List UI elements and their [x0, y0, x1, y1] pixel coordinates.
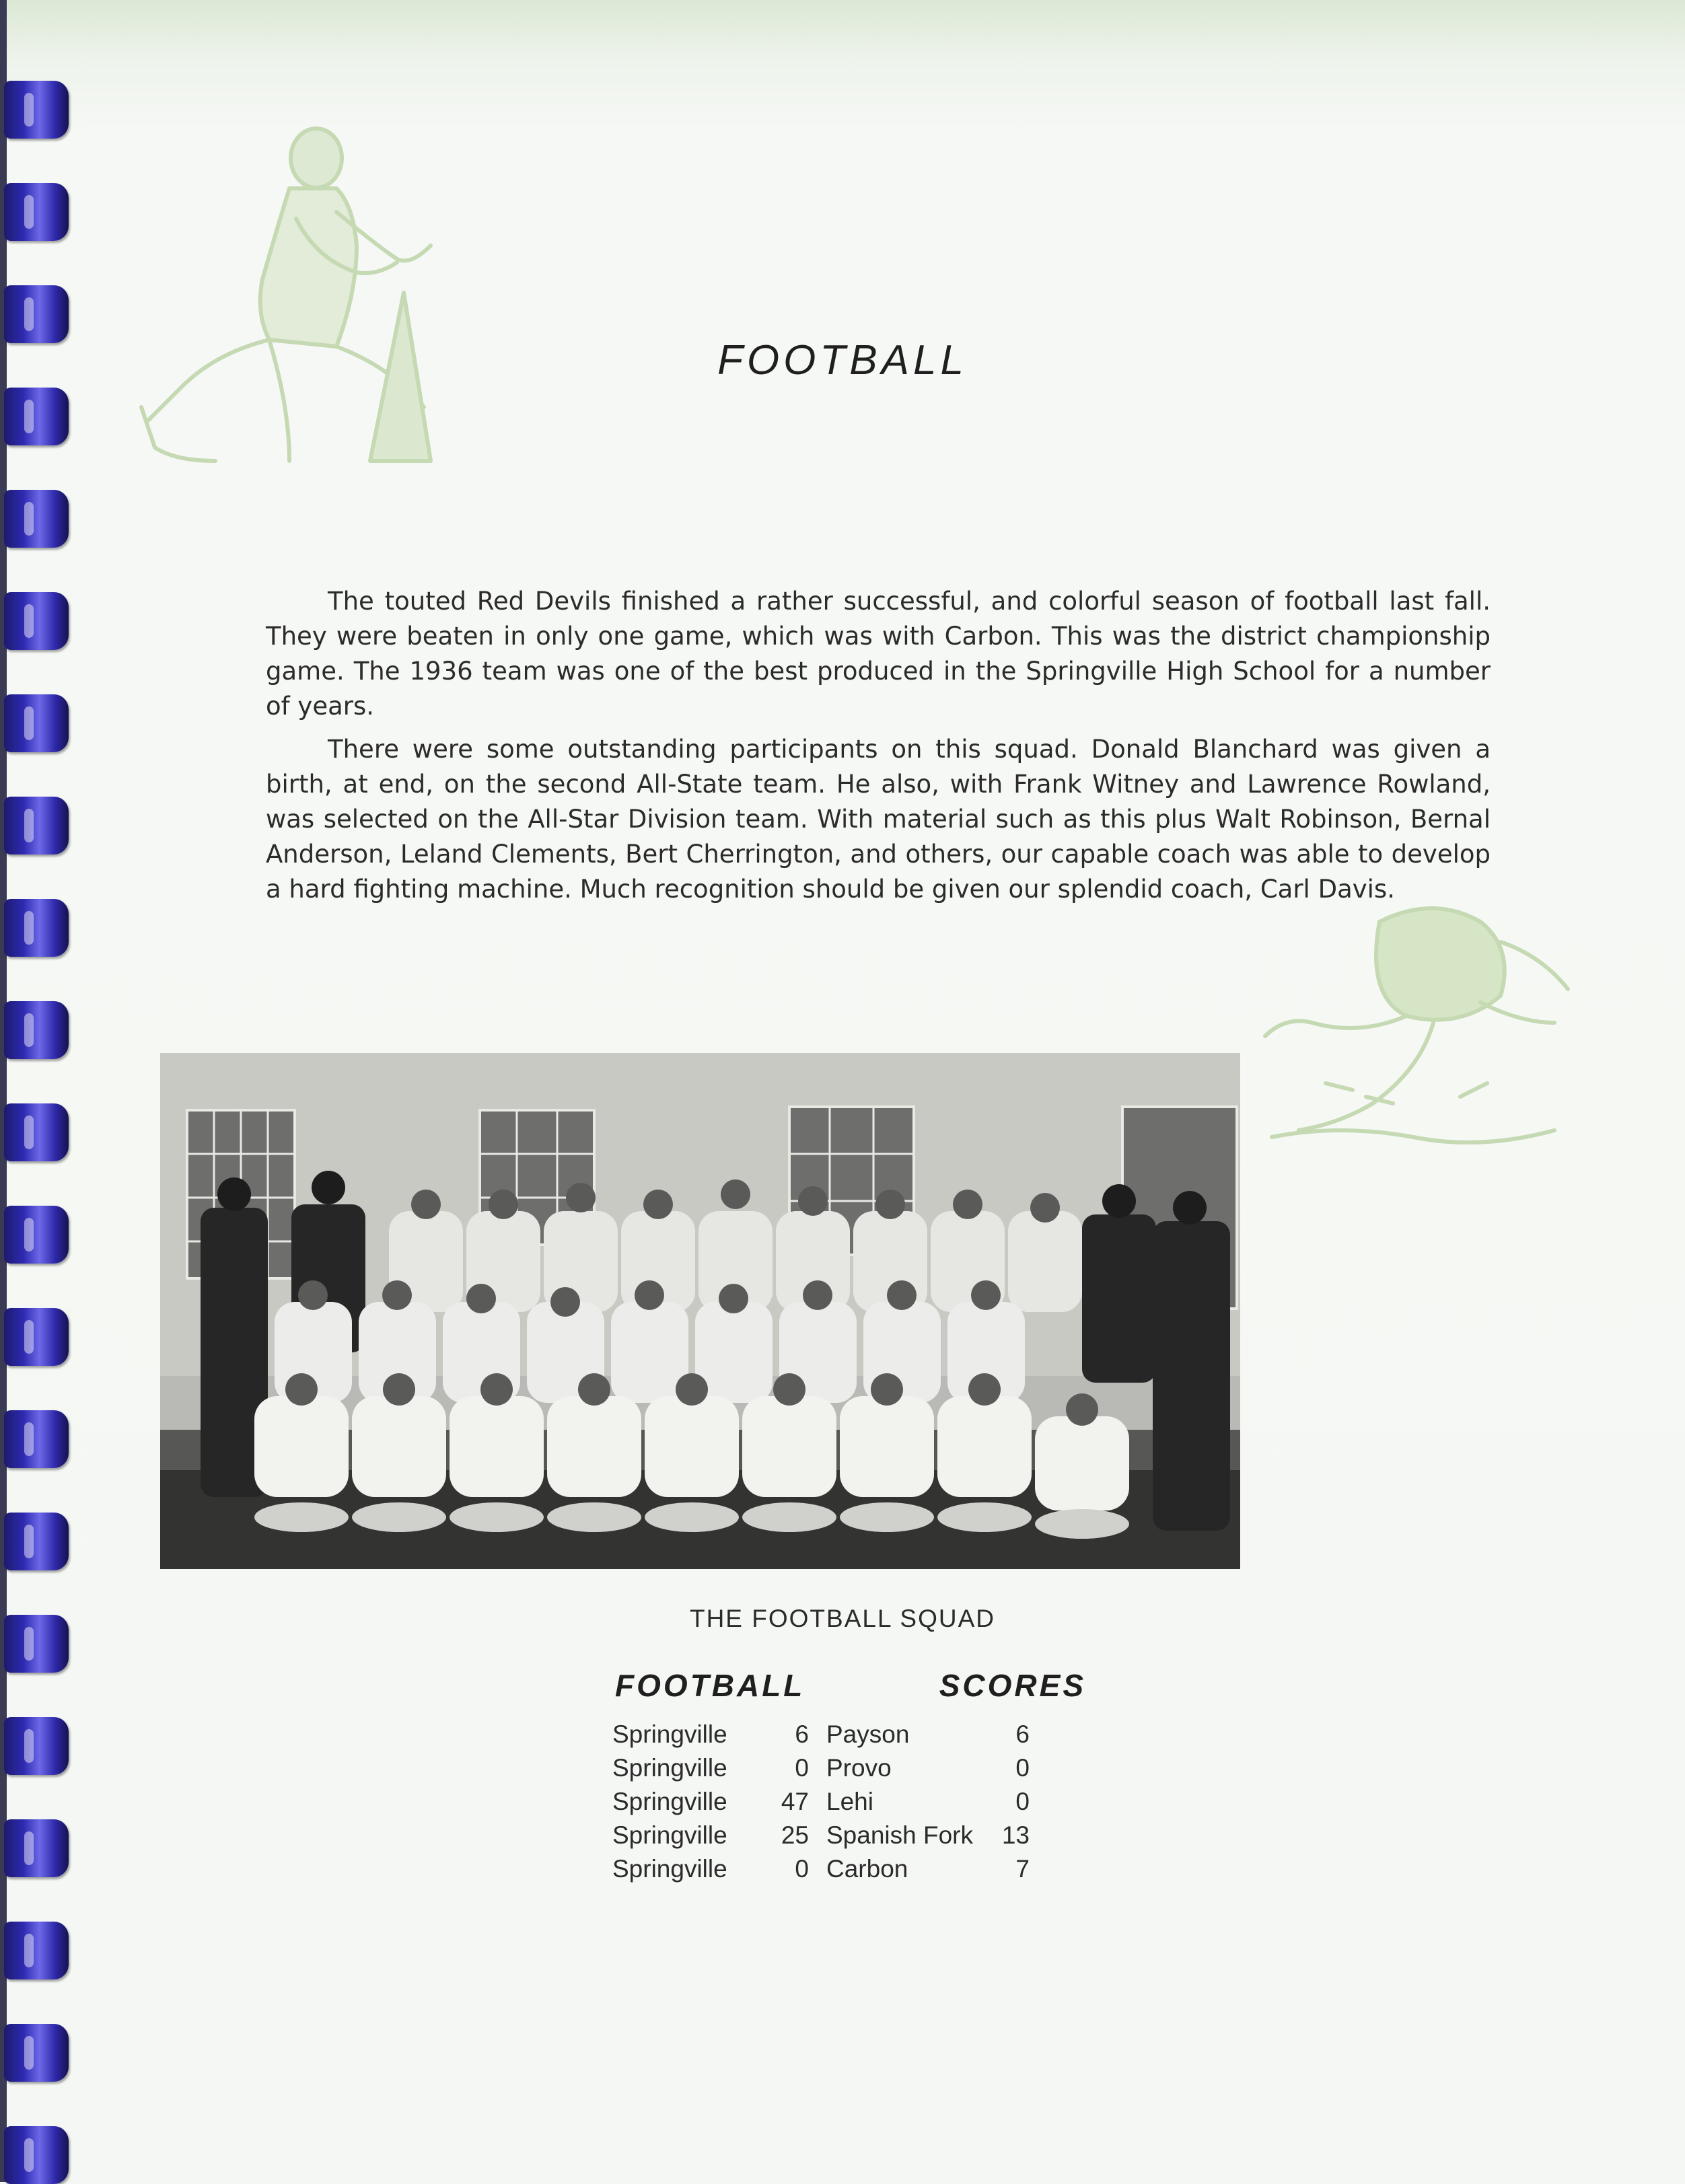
binding-coil: [4, 1308, 69, 1366]
spiral-binding: [0, 0, 81, 2182]
binding-coil: [4, 1001, 69, 1059]
scores-heading-right: SCORES: [939, 1668, 1086, 1703]
binding-coil: [4, 2024, 69, 2082]
binding-coil: [4, 285, 69, 343]
opponent-team: Payson: [826, 1720, 910, 1748]
opponent-team: Lehi: [826, 1788, 873, 1815]
home-team: Springville: [612, 1720, 727, 1748]
opponent-score: 6: [1015, 1720, 1030, 1748]
binding-coil: [4, 183, 69, 241]
home-score: 0: [795, 1754, 809, 1782]
home-score: 6: [795, 1720, 809, 1748]
home-score: 25: [781, 1821, 809, 1849]
photo-caption: THE FOOTBALL SQUAD: [689, 1605, 996, 1632]
binding-coil: [4, 1717, 69, 1775]
score-row: [612, 1821, 1043, 1855]
lineman-sketch: [135, 124, 471, 474]
score-row: [612, 1788, 1043, 1821]
paragraph-1: The touted Red Devils finished a rather successful, and colorful season of football last fall. They were beaten in only one game, which was with Carbon. This was the district championship game. The 1936 team was one of the best produced in the Springville High School for a number of years.: [266, 587, 1491, 721]
binding-coil: [4, 592, 69, 650]
opponent-team: Spanish Fork: [826, 1821, 973, 1849]
home-score: 0: [795, 1855, 809, 1883]
opponent-score: 13: [1001, 1821, 1030, 1849]
runner-sketch: [1258, 881, 1622, 1151]
home-score: 47: [781, 1788, 809, 1815]
home-team: Springville: [612, 1754, 727, 1782]
score-row: [612, 1720, 1043, 1754]
binding-coil: [4, 1513, 69, 1570]
binding-coil: [4, 388, 69, 445]
binding-coil: [4, 899, 69, 957]
binding-coil: [4, 2126, 69, 2184]
home-team: Springville: [612, 1788, 727, 1815]
home-team: Springville: [612, 1855, 727, 1883]
article-body: [266, 584, 1491, 915]
binding-coil: [4, 1206, 69, 1264]
scores-table: [612, 1720, 1043, 1889]
page-title: FOOTBALL: [717, 337, 968, 384]
binding-coil: [4, 1819, 69, 1877]
score-row: [612, 1855, 1043, 1889]
binding-coil: [4, 1103, 69, 1161]
team-photo: [160, 1053, 1240, 1569]
binding-coil: [4, 797, 69, 854]
opponent-score: 7: [1015, 1855, 1030, 1883]
binding-coil: [4, 490, 69, 548]
opponent-score: 0: [1015, 1754, 1030, 1782]
binding-coil: [4, 81, 69, 139]
scores-heading-left: FOOTBALL: [615, 1668, 805, 1703]
paragraph-2: There were some outstanding participants on this squad. Donald Blanchard was given a birth, at end, on the second All-State team. He also, with Frank Witney and Lawrence Rowland, was selected on the All-Star Division team. With material such as this plus Walt Robinson, Bernal Anderson, Leland Clements, Bert Cherrington, and others, our capable coach was able to develop a hard fighting machine. Much recognition should be given our splendid coach, Carl Davis.: [266, 735, 1491, 904]
binding-coil: [4, 1922, 69, 1979]
scores-heading: [615, 1667, 1086, 1704]
opponent-score: 0: [1015, 1788, 1030, 1815]
opponent-team: Provo: [826, 1754, 892, 1782]
binding-coil: [4, 694, 69, 752]
score-row: [612, 1754, 1043, 1788]
opponent-team: Carbon: [826, 1855, 908, 1883]
binding-coil: [4, 1410, 69, 1468]
home-team: Springville: [612, 1821, 727, 1849]
